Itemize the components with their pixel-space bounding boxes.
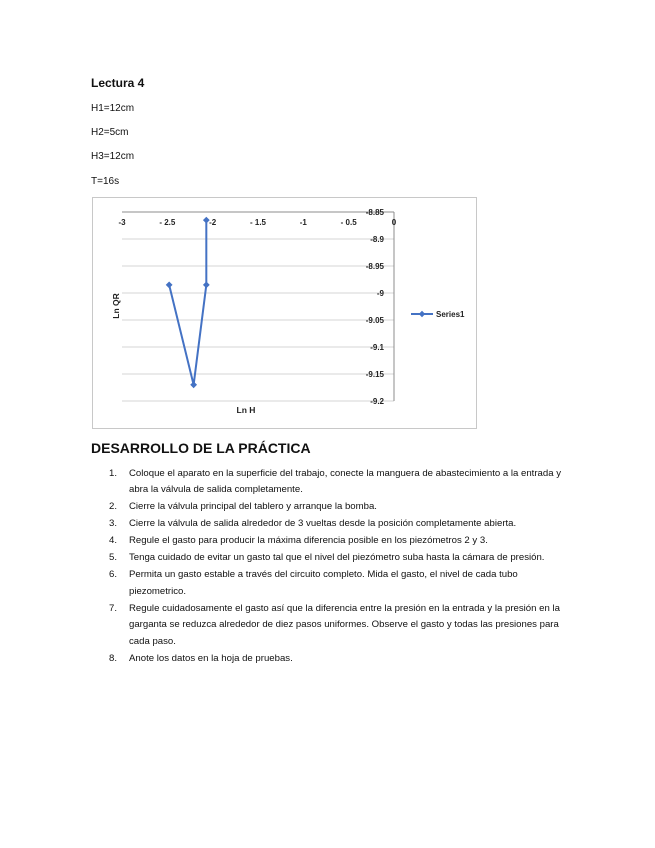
step-item (103, 651, 573, 667)
y-tick-label: -8.9 (370, 235, 384, 244)
step-text: Cierre la válvula principal del tablero y arranque la bomba. (129, 501, 377, 513)
step-number: 2. (109, 501, 118, 513)
step-number: 6. (109, 569, 118, 581)
y-tick-label: -8.95 (365, 262, 384, 271)
steps-list (103, 466, 573, 668)
data-point (203, 282, 210, 289)
y-tick-label: -9.05 (365, 316, 384, 325)
section-title: DESARROLLO DE LA PRÁCTICA (91, 440, 311, 456)
step-text: Permita un gasto estable a través del circuito completo. Mida el gasto, el nivel de cada tubo piezometrico. (129, 569, 518, 597)
step-text: Regule cuidadosamente el gasto así que la diferencia entre la presión en la entrada y la presión en la garganta se reduzca alrededor de diez pasos uniformes. Observe el gasto y todas las presiones para cada paso. (129, 602, 560, 647)
step-item (103, 601, 573, 650)
legend-marker (419, 311, 425, 317)
param-t: T=16s (91, 176, 120, 187)
x-tick-label: -2 (209, 218, 217, 227)
series-line (169, 220, 206, 385)
data-point (166, 282, 173, 289)
param-h2: H2=5cm (91, 127, 129, 138)
step-number: 8. (109, 652, 118, 664)
param-h1: H1=12cm (91, 103, 135, 114)
reading-title: Lectura 4 (91, 76, 145, 90)
step-text: Cierre la válvula de salida alrededor de 3 vueltas desde la posición completamente abierta. (129, 518, 517, 530)
y-tick-label: -9.2 (370, 397, 384, 406)
step-item (103, 516, 573, 532)
step-number: 3. (109, 518, 118, 530)
chart-svg (93, 198, 478, 430)
step-number: 7. (109, 602, 118, 614)
y-axis-title: Ln QR (111, 293, 121, 319)
step-item (103, 567, 573, 600)
step-text: Tenga cuidado de evitar un gasto tal que el nivel del piezómetro suba hasta la cámara de presión. (129, 552, 545, 564)
step-item (103, 533, 573, 549)
x-tick-label: -1 (299, 218, 307, 227)
step-text: Regule el gasto para producir la máxima diferencia posible en los piezómetros 2 y 3. (129, 535, 488, 547)
step-text: Coloque el aparato en la superficie del trabajo, conecte la manguera de abastecimiento a la entrada y abra la válvula de salida completamente. (129, 468, 561, 496)
step-text: Anote los datos en la hoja de pruebas. (129, 652, 293, 664)
param-h3: H3=12cm (91, 151, 135, 162)
x-tick-label: 0 (391, 218, 397, 227)
legend-label: Series1 (436, 310, 465, 319)
x-tick-label: -3 (118, 218, 126, 227)
x-axis-title: Ln H (236, 405, 256, 415)
x-tick-label: - 1.5 (249, 218, 267, 227)
step-number: 1. (109, 468, 118, 479)
chart (92, 197, 477, 429)
y-tick-label: -8.85 (365, 208, 384, 217)
x-tick-label: - 2.5 (159, 218, 176, 227)
y-tick-label: -9.15 (365, 370, 384, 379)
step-item (103, 499, 573, 515)
step-item (103, 550, 573, 566)
data-point (190, 381, 197, 388)
x-tick-label: - 0.5 (340, 218, 357, 227)
y-tick-label: -9.1 (370, 343, 384, 352)
step-item (103, 466, 573, 499)
step-number: 4. (109, 535, 118, 547)
step-number: 5. (109, 552, 118, 564)
y-tick-label: -9 (376, 289, 384, 298)
